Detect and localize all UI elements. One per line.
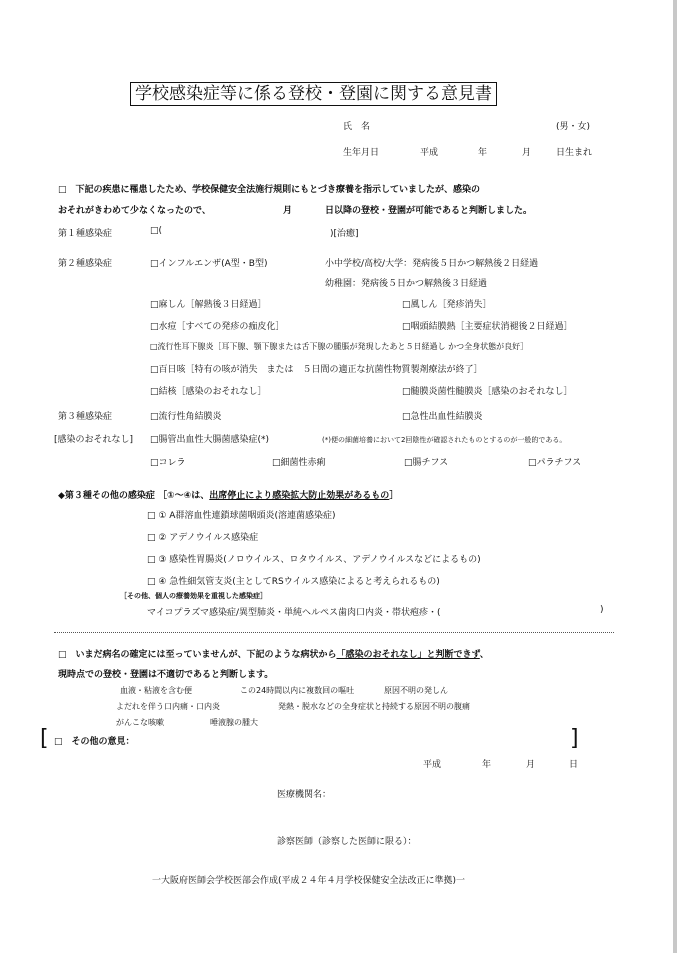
category1-cured: )[治癒]: [330, 229, 359, 239]
category2-label: 第２種感染症: [58, 259, 113, 269]
dob-month: 月: [522, 148, 532, 158]
individual-list: マイコプラズマ感染症/異型肺炎・単純ヘルペス歯肉口内炎・帯状疱疹・(: [147, 608, 441, 618]
section1-line2a: おそれがきわめて少なくなったので、: [58, 206, 211, 216]
section1-month: 月: [283, 206, 293, 216]
date-year: 年: [482, 760, 492, 770]
scan-edge: [673, 0, 677, 953]
section1-line1: □ 下記の疾患に罹患したため、学校保健安全法施行規則にもとづき療養を指示していましたが、感染の: [58, 185, 480, 195]
ahc-item: □急性出血性結膜炎: [402, 412, 483, 422]
date-month: 月: [526, 760, 536, 770]
section2-line2: 現時点での登校・登園は不適切であると判断します。: [58, 670, 274, 680]
category3-label: 第３種感染症: [58, 412, 113, 422]
section2-line1-prefix: □ いまだ病名の確定には至っていませんが、下記のような病状から: [58, 650, 337, 660]
varicella-item: □水痘［すべての発疹の痂皮化］: [150, 322, 285, 332]
institution-label: 医療機関名：: [277, 790, 332, 800]
section2-line1-underlined: 「感染のおそれなし」と判断できず: [336, 650, 480, 660]
other-item-4: □ ④ 急性細気管支炎(主としてRSウイルス感染によると考えられるもの): [147, 577, 440, 587]
section2-line1-suffix: 、: [479, 650, 489, 660]
other-item-2: □ ② アデノウイルス感染症: [147, 533, 259, 543]
symptom-salivary-gland: 唾液腺の腫大: [210, 718, 258, 727]
other-heading-underlined: 出席停止により感染拡大防止効果があるもの: [209, 491, 390, 501]
measles-item: □麻しん［解熱後３日経過］: [150, 300, 267, 310]
influenza-item: □インフルエンザ(A型・B型): [150, 259, 268, 269]
individual-close: ): [600, 605, 604, 615]
symptom-bloody-stool: 血液・粘液を含む便: [120, 686, 192, 695]
rubella-item: □風しん［発疹消失］: [402, 300, 492, 310]
ehec-note: (*)便の細菌培養において2回陰性が確認されたものとするのが一般的である。: [322, 436, 567, 444]
category3-sublabel: [感染のおそれなし]: [54, 435, 134, 445]
symptom-rash: 原因不明の発しん: [384, 686, 448, 695]
other-item-3: □ ③ 感染性胃腸炎(ノロウイルス、ロタウイルス、アデノウイルスなどによるもの): [147, 555, 481, 565]
symptom-cough: がんこな咳嗽: [116, 718, 164, 727]
ekc-item: □流行性角結膜炎: [150, 412, 222, 422]
other-item-1: □ ① A群溶血性連鎖球菌咽頭炎(溶連菌感染症): [147, 511, 336, 521]
meningococcal-item: □髄膜炎菌性髄膜炎［感染のおそれなし］: [402, 387, 573, 397]
section1-line2b: 日以降の登校・登園が可能であると判断しました。: [325, 206, 533, 216]
credit-line: 一大阪府医師会学校医部会作成(平成２４年４月学校保健安全法改正に準拠)一: [152, 876, 466, 886]
date-era: 平成: [423, 760, 442, 770]
pharyngoconjunctival-fever-item: □咽頭結膜熱［主要症状消褪後２日経過］: [402, 322, 573, 332]
pertussis-item: □百日咳［特有の咳が消失 または ５日間の適正な抗菌性物質製剤療法が終了］: [150, 365, 483, 375]
individual-heading: ［その他、個人の療養効果を重視した感染症］: [120, 592, 267, 600]
tuberculosis-item: □結核［感染のおそれなし］: [150, 387, 267, 397]
name-label: 氏 名: [343, 122, 371, 132]
dob-day: 日生まれ: [556, 148, 593, 158]
opinion-close-bracket: ]: [570, 726, 579, 751]
category1-label: 第１種感染症: [58, 229, 113, 239]
document-title: 学校感染症等に係る登校・登園に関する意見書: [130, 82, 497, 106]
influenza-nursery-rule: 幼稚園：発病後５日かつ解熱後３日経過: [325, 279, 488, 289]
paratyphoid-item: □パラチフス: [528, 458, 582, 468]
symptom-vomiting: この24時間以内に複数回の嘔吐: [240, 686, 355, 695]
doctor-label: 診察医師（診察した医師に限る）：: [277, 837, 417, 847]
section2-line1: [58, 647, 489, 660]
symptom-stomatitis: よだれを伴う口内痛・口内炎: [116, 702, 220, 711]
opinion-label: □ その他の意見：: [54, 737, 135, 747]
other-heading-suffix: ］: [389, 491, 399, 501]
cholera-item: □コレラ: [150, 458, 186, 468]
category1-checkbox: □(: [150, 226, 163, 236]
dotted-divider: [54, 632, 614, 633]
influenza-school-rule: 小中学校/高校/大学：発病後５日かつ解熱後２日経過: [325, 259, 539, 269]
other-heading: [58, 488, 398, 501]
dob-label: 生年月日: [343, 148, 380, 158]
mumps-item: □流行性耳下腺炎［耳下腺、顎下腺または舌下腺の腫脹が発現したあと５日経過し かつ全身状態が良好］: [150, 342, 529, 351]
typhoid-item: □腸チフス: [404, 458, 449, 468]
dob-year: 年: [478, 148, 488, 158]
date-day: 日: [569, 760, 579, 770]
symptom-abdominal-pain: 発熱・脱水などの全身症状と持続する原因不明の腹痛: [278, 702, 470, 711]
opinion-open-bracket: [: [40, 726, 49, 751]
other-heading-prefix: ◆第３種その他の感染症 ［①～④は、: [58, 491, 210, 501]
dysentery-item: □細菌性赤痢: [272, 458, 326, 468]
gender-field: (男・女): [556, 122, 591, 132]
dob-era: 平成: [420, 148, 439, 158]
ehec-item: □腸管出血性大腸菌感染症(*): [150, 435, 270, 445]
